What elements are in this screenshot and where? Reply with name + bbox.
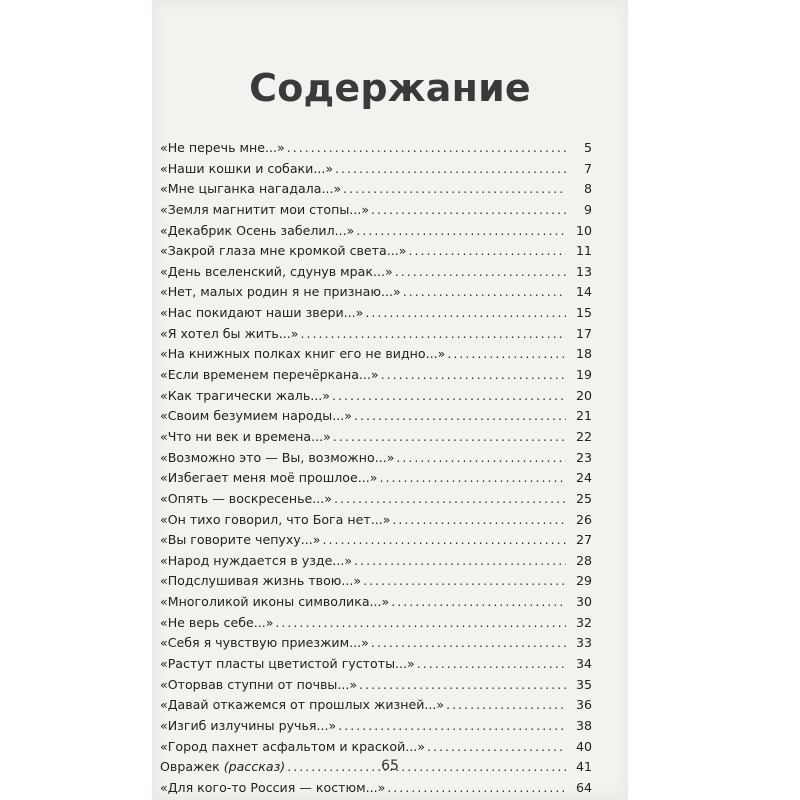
toc-entry-page: 32 (575, 614, 592, 630)
dot-leader (408, 241, 566, 262)
toc-entry-page: 10 (575, 222, 592, 238)
page-title: Содержание (249, 66, 531, 110)
toc-entry (160, 530, 592, 551)
dot-leader (447, 344, 566, 365)
toc-entry-title: «Как трагически жаль...» (160, 387, 330, 403)
toc-entry-title: «Что ни век и времена...» (160, 428, 331, 444)
toc-entry-page: 11 (575, 243, 592, 259)
toc-entry (160, 200, 592, 221)
toc-entry-genre: (рассказ) (223, 759, 286, 775)
dot-leader (396, 448, 566, 469)
toc-entry-title: «Город пахнет асфальтом и краской...» (160, 738, 426, 754)
dot-leader (300, 324, 566, 345)
table-of-contents (160, 138, 592, 799)
toc-entry (160, 221, 592, 242)
toc-entry-title: «Опять — воскресенье...» (160, 490, 332, 506)
dot-leader (365, 303, 566, 324)
toc-entry-page: 8 (583, 181, 592, 197)
toc-entry-title: «Не верь себе...» (160, 614, 274, 630)
dot-leader (323, 530, 566, 551)
toc-entry (160, 448, 592, 469)
toc-entry-page: 18 (575, 346, 592, 362)
toc-entry-title: «Закрой глаза мне кромкой света...» (160, 243, 407, 259)
dot-leader (275, 613, 566, 634)
toc-entry (160, 282, 592, 303)
toc-entry (160, 344, 592, 365)
toc-entry-page: 40 (575, 738, 592, 754)
dot-leader (354, 406, 566, 427)
toc-entry (160, 138, 592, 159)
toc-entry-page: 33 (575, 635, 592, 651)
dot-leader (363, 571, 566, 592)
dot-leader (446, 695, 566, 716)
toc-entry-title: «Избегает меня моё прошлое...» (160, 470, 378, 486)
toc-entry-title: «Для кого-то Россия — костюм...» (160, 779, 386, 795)
toc-entry-page: 15 (575, 305, 592, 321)
toc-entry-title: «Наши кошки и собаки...» (160, 160, 334, 176)
toc-entry-title: «Изгиб излучины ручья...» (160, 717, 337, 733)
toc-entry-title: «Земля магнитит мои стопы...» (160, 201, 370, 217)
toc-entry-page: 13 (575, 263, 592, 279)
toc-entry (160, 592, 592, 613)
toc-entry-page: 28 (575, 552, 592, 568)
toc-entry-page: 29 (575, 573, 592, 589)
dot-leader (333, 427, 566, 448)
dot-leader (387, 778, 566, 799)
toc-entry-title: Овражек (рассказ) (160, 759, 286, 775)
dot-leader (338, 716, 566, 737)
toc-entry (160, 468, 592, 489)
toc-entry-title: «Давай откажемся от прошлых жизней...» (160, 697, 445, 713)
dot-leader (381, 365, 566, 386)
dot-leader (287, 138, 566, 159)
toc-entry-title: «Народ нуждается в узде...» (160, 552, 353, 568)
toc-entry-title: «Я хотел бы жить...» (160, 325, 299, 341)
toc-entry-title: «Нас покидают наши звери...» (160, 305, 364, 321)
dot-leader (395, 262, 566, 283)
toc-entry-page: 34 (575, 656, 592, 672)
toc-entry (160, 551, 592, 572)
toc-entry (160, 654, 592, 675)
toc-entry-title: «Он тихо говорил, что Бога нет...» (160, 511, 391, 527)
toc-entry-page: 35 (575, 676, 592, 692)
dot-leader (332, 386, 566, 407)
toc-entry (160, 489, 592, 510)
toc-entry-page: 5 (583, 140, 592, 155)
toc-entry-title: «Нет, малых родин я не признаю...» (160, 284, 401, 300)
toc-entry-page: 21 (575, 408, 592, 424)
toc-entry-page: 19 (575, 367, 592, 383)
toc-entry-page: 38 (575, 717, 592, 733)
dot-leader (356, 221, 566, 242)
toc-entry (160, 386, 592, 407)
toc-entry (160, 262, 592, 283)
toc-entry (160, 716, 592, 737)
toc-entry-title: «Оторвав ступни от почвы...» (160, 676, 358, 692)
toc-entry (160, 510, 592, 531)
toc-entry (160, 613, 592, 634)
toc-entry-page: 14 (575, 284, 592, 300)
toc-entry-title: «День вселенский, сдунув мрак...» (160, 263, 393, 279)
toc-entry (160, 406, 592, 427)
toc-entry-title: «Не перечь мне...» (160, 140, 285, 155)
toc-entry-page: 30 (575, 594, 592, 610)
dot-leader (392, 510, 566, 531)
toc-entry (160, 159, 592, 180)
page-number: 65 (381, 758, 399, 774)
toc-entry-page: 27 (575, 532, 592, 548)
toc-entry (160, 179, 592, 200)
toc-entry (160, 365, 592, 386)
dot-leader (335, 159, 566, 180)
toc-entry (160, 427, 592, 448)
dot-leader (343, 179, 566, 200)
dot-leader (391, 592, 566, 613)
toc-entry (160, 633, 592, 654)
toc-entry-title: «Себя я чувствую приезжим...» (160, 635, 369, 651)
dot-leader (371, 200, 566, 221)
toc-entry-title: «Подслушивая жизнь твою...» (160, 573, 362, 589)
dot-leader (379, 468, 566, 489)
dot-leader (371, 633, 566, 654)
toc-entry-page: 23 (575, 449, 592, 465)
toc-entry-page: 41 (575, 759, 592, 775)
toc-entry-page: 36 (575, 697, 592, 713)
dot-leader (359, 675, 566, 696)
toc-entry-page: 24 (575, 470, 592, 486)
toc-entry-page: 20 (575, 387, 592, 403)
toc-entry (160, 324, 592, 345)
dot-leader (354, 551, 566, 572)
toc-entry-page: 22 (575, 428, 592, 444)
dot-leader (403, 282, 566, 303)
toc-entry-title: «Вы говорите чепуху...» (160, 532, 321, 548)
toc-entry (160, 737, 592, 758)
toc-entry (160, 675, 592, 696)
dot-leader (417, 654, 566, 675)
toc-entry-title: «Многоликой иконы символика...» (160, 594, 390, 610)
toc-entry (160, 571, 592, 592)
toc-entry (160, 778, 592, 799)
toc-entry-title: «Декабрик Осень забелил...» (160, 222, 355, 238)
toc-entry-title: «На книжных полках книг его не видно...» (160, 346, 446, 362)
dot-leader (334, 489, 566, 510)
toc-entry-page: 25 (575, 490, 592, 506)
toc-entry-page: 64 (575, 779, 592, 795)
toc-entry-page: 26 (575, 511, 592, 527)
toc-entry-page: 7 (583, 160, 592, 176)
book-page (152, 0, 628, 800)
toc-entry (160, 303, 592, 324)
toc-entry-title: «Возможно это — Вы, возможно...» (160, 449, 395, 465)
dot-leader (427, 737, 566, 758)
toc-entry-title: «Растут пласты цветистой густоты...» (160, 656, 415, 672)
toc-entry-title: «Мне цыганка нагадала...» (160, 181, 342, 197)
toc-entry-page: 17 (575, 325, 592, 341)
toc-entry (160, 695, 592, 716)
toc-entry-title: «Своим безумием народы...» (160, 408, 352, 424)
toc-entry-page: 9 (583, 201, 592, 217)
toc-entry-title: «Если временем перечёркана...» (160, 367, 379, 383)
toc-entry (160, 241, 592, 262)
